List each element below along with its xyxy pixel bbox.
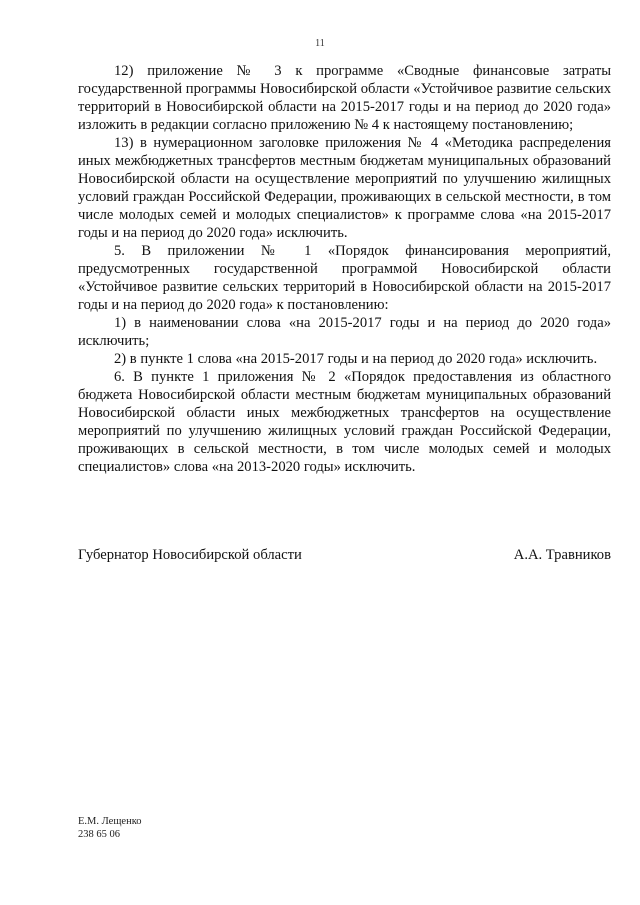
page-number: 11 [315, 38, 325, 49]
signature-block [78, 546, 611, 564]
paragraph-section-5-item-1: 1) в наименовании слова «на 2015-2017 годы и на период до 2020 года» исключить; [78, 315, 611, 349]
signatory-position: Губернатор Новосибирской области [78, 547, 302, 563]
executor-name: Е.М. Лещенко [78, 816, 142, 827]
paragraph-section-5-item-2: 2) в пункте 1 слова «на 2015-2017 годы и на период до 2020 года» исключить. [114, 351, 598, 367]
document-body [78, 62, 611, 476]
paragraph-item-13: 13) в нумерационном заголовке приложения № 4 «Методика распределения иных межбюджетных трансфертов местным бюджетам муниципальных образований Новосибирской области на осуществление мероприятий по улучшению жилищных условий граждан Российской Федерации, проживающих в сельской местности, в том числе молодых семей и молодых специалистов» к программе слова «на 2015-2017 годы и на период до 2020 года» исключить. [78, 135, 611, 241]
paragraph-section-6: 6. В пункте 1 приложения № 2 «Порядок предоставления из областного бюджета Новосибирской области местным бюджетам муниципальных образований Новосибирской области иных межбюджетных трансфертов на осуществление мероприятий по улучшению жилищных условий граждан Российской Федерации, проживающих в сельской местности, в том числе молодых семей и молодых специалистов» слова «на 2013-2020 годы» исключить. [78, 369, 611, 475]
executor-phone: 238 65 06 [78, 828, 120, 840]
paragraph-item-12: 12) приложение № 3 к программе «Сводные финансовые затраты государственной программы Новосибирской области «Устойчивое развитие сельских территорий в Новосибирской области на 2015-2017 годы и на период до 2020 года» изложить в редакции согласно приложению № 4 к настоящему постановлению; [78, 63, 611, 133]
executor-footer [78, 816, 142, 841]
signatory-name: А.А. Травников [513, 547, 611, 563]
paragraph-section-5: 5. В приложении № 1 «Порядок финансирования мероприятий, предусмотренных государственной программой Новосибирской области «Устойчивое развитие сельских территорий в Новосибирской области на 2015-2017 годы и на период до 2020 года» к постановлению: [78, 243, 611, 313]
